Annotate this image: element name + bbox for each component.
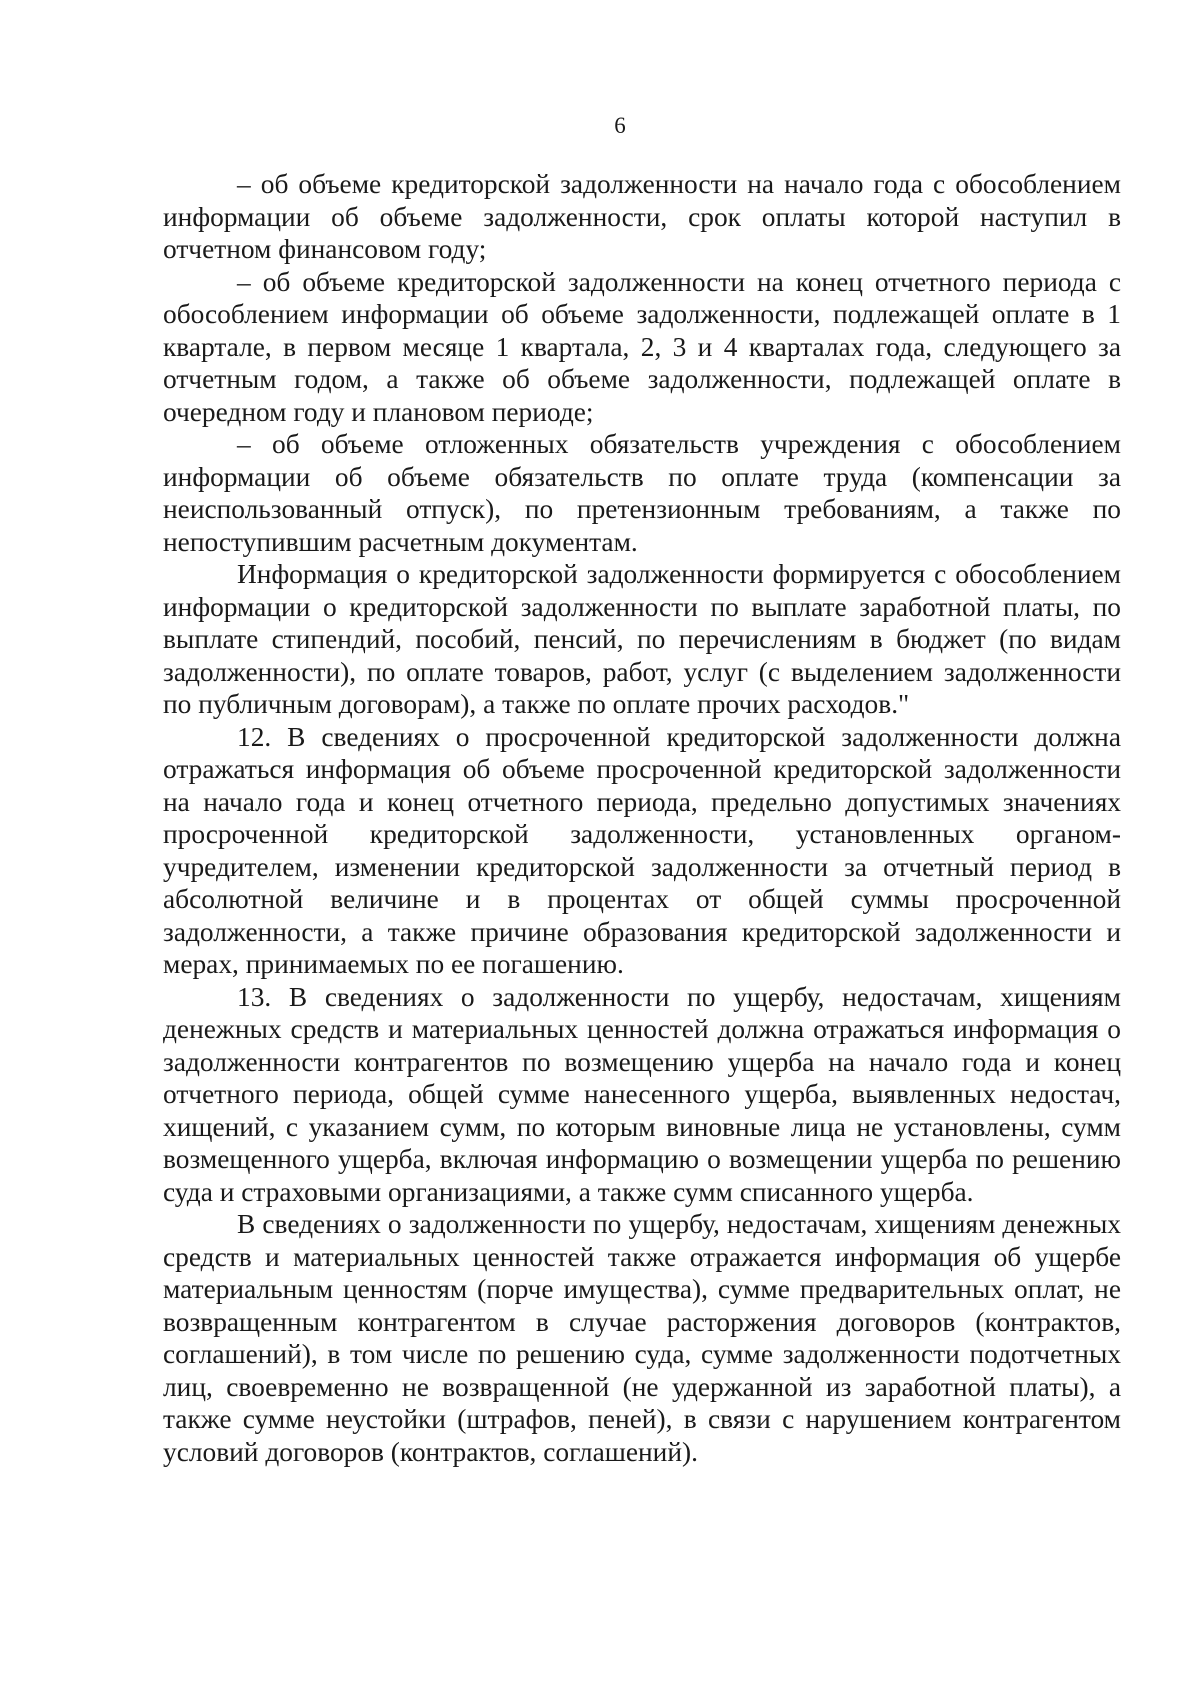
paragraph-debt-start-of-year: – об объеме кредиторской задолженности на начало года с обособлением информации об объеме задолженности, срок оплаты которой наступил в отчетном финансовом году;: [163, 169, 1121, 264]
paragraph-debt-end-of-period: – об объеме кредиторской задолженности на конец отчетного периода с обособлением информации об объеме задолженности, подлежащей оплате в 1 квартале, в первом месяце 1 квартала, 2, 3 и 4 кварталах года, следующего за отчетным годом, а также об объеме задолженности, подлежащей оплате в очередном году и плановом периоде;: [163, 266, 1121, 427]
paragraph-item-13: 13. В сведениях о задолженности по ущербу, недостачам, хищениям денежных средств и материальных ценностей должна отражаться информация о задолженности контрагентов по возмещению ущерба на начало года и конец отчетного периода, общей сумме нанесенного ущерба, выявленных недостач, хищений, с указанием сумм, по которым виновные лица не установлены, сумм возмещенного ущерба, включая информацию о возмещении ущерба по решению суда и страховыми организациями, а также сумм списанного ущерба.: [163, 981, 1121, 1207]
paragraph-deferred-obligations: – об объеме отложенных обязательств учреждения с обособлением информации об объеме обязательств по оплате труда (компенсации за неиспользованный отпуск), по претензионным требованиям, а также по непоступившим расчетным документам.: [163, 429, 1121, 557]
document-body: [163, 168, 1121, 1468]
paragraph-damage-info: В сведениях о задолженности по ущербу, недостачам, хищениям денежных средств и материальных ценностей также отражается информация об ущербе материальным ценностям (порче имущества), сумме предварительных оплат, не возвращенным контрагентом в случае расторжения договоров (контрактов, соглашений), в том числе по решению суда, сумме задолженности подотчетных лиц, своевременно не возвращенной (не удержанной из заработной платы), а также сумме неустойки (штрафов, пеней), в связи с нарушением контрагентом условий договоров (контрактов, соглашений).: [163, 1209, 1121, 1467]
page-number: 6: [614, 113, 626, 138]
paragraph-item-12: 12. В сведениях о просроченной кредиторской задолженности должна отражаться информация об объеме просроченной кредиторской задолженности на начало года и конец отчетного периода, предельно допустимых значениях просроченной кредиторской задолженности, установленных органом-учредителем, изменении кредиторской задолженности за отчетный период в абсолютной величине и в процентах от общей суммы просроченной задолженности, а также причине образования кредиторской задолженности и мерах, принимаемых по ее погашению.: [163, 721, 1121, 979]
paragraph-creditor-info: Информация о кредиторской задолженности формируется с обособлением информации о кредиторской задолженности по выплате заработной платы, по выплате стипендий, пособий, пенсий, по перечислениям в бюджет (по видам задолженности), по оплате товаров, работ, услуг (с выделением задолженности по публичным договорам), а также по оплате прочих расходов.": [163, 559, 1121, 719]
